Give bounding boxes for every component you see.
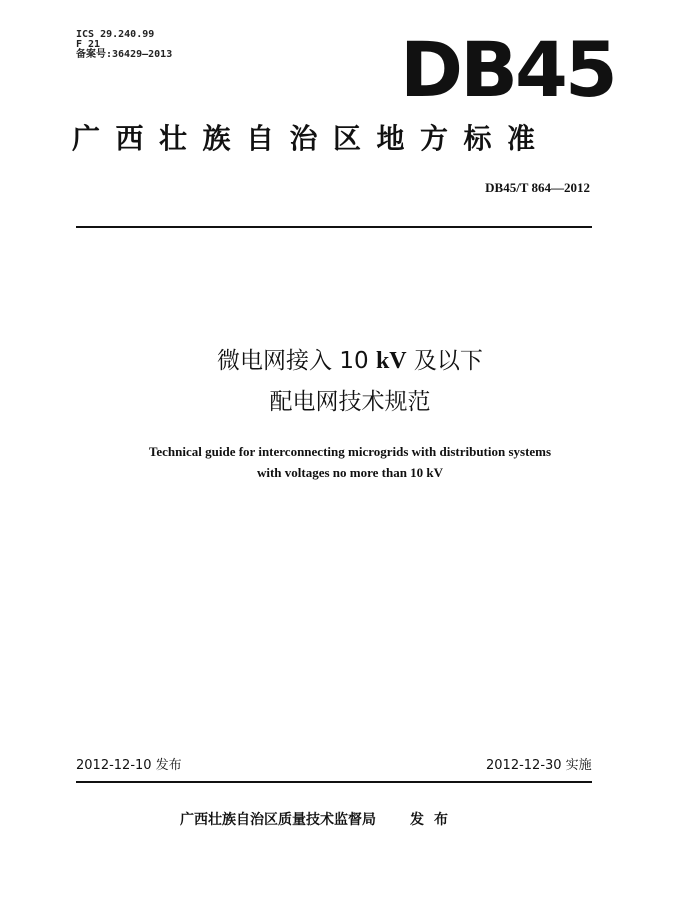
chinese-title-line-2: 配电网技术规范 — [269, 389, 431, 415]
title-suffix: 及以下 — [406, 348, 483, 374]
header-divider — [76, 226, 592, 228]
classification-block — [76, 30, 172, 60]
issuer-line — [180, 810, 458, 830]
issuer-action: 发布 — [410, 812, 458, 828]
ics-code: ICS 29.240.99 — [76, 29, 155, 40]
implementation-date: 2012-12-30 实施 — [486, 758, 592, 773]
title-unit: kV — [375, 348, 407, 374]
chinese-title-line-1 — [100, 346, 600, 376]
english-title-line-1: Technical guide for interconnecting microgrids with distribution systems — [148, 444, 552, 459]
db45-logo: DB45 — [400, 25, 615, 114]
standard-number: DB45/T 864—2012 — [485, 180, 590, 195]
footer-divider — [76, 781, 592, 783]
issuer-name: 广西壮族自治区质量技术监督局 — [180, 812, 376, 828]
filing-number: 备案号:36429—2013 — [76, 49, 173, 60]
ccs-code: F 21 — [76, 39, 101, 50]
issue-date: 2012-12-10 发布 — [76, 758, 182, 773]
english-title-line-2: with voltages no more than 10 kV — [256, 465, 444, 480]
authority-title: 广西壮族自治区地方标准 — [72, 122, 551, 155]
title-prefix: 微电网接入 10 — [217, 348, 376, 374]
